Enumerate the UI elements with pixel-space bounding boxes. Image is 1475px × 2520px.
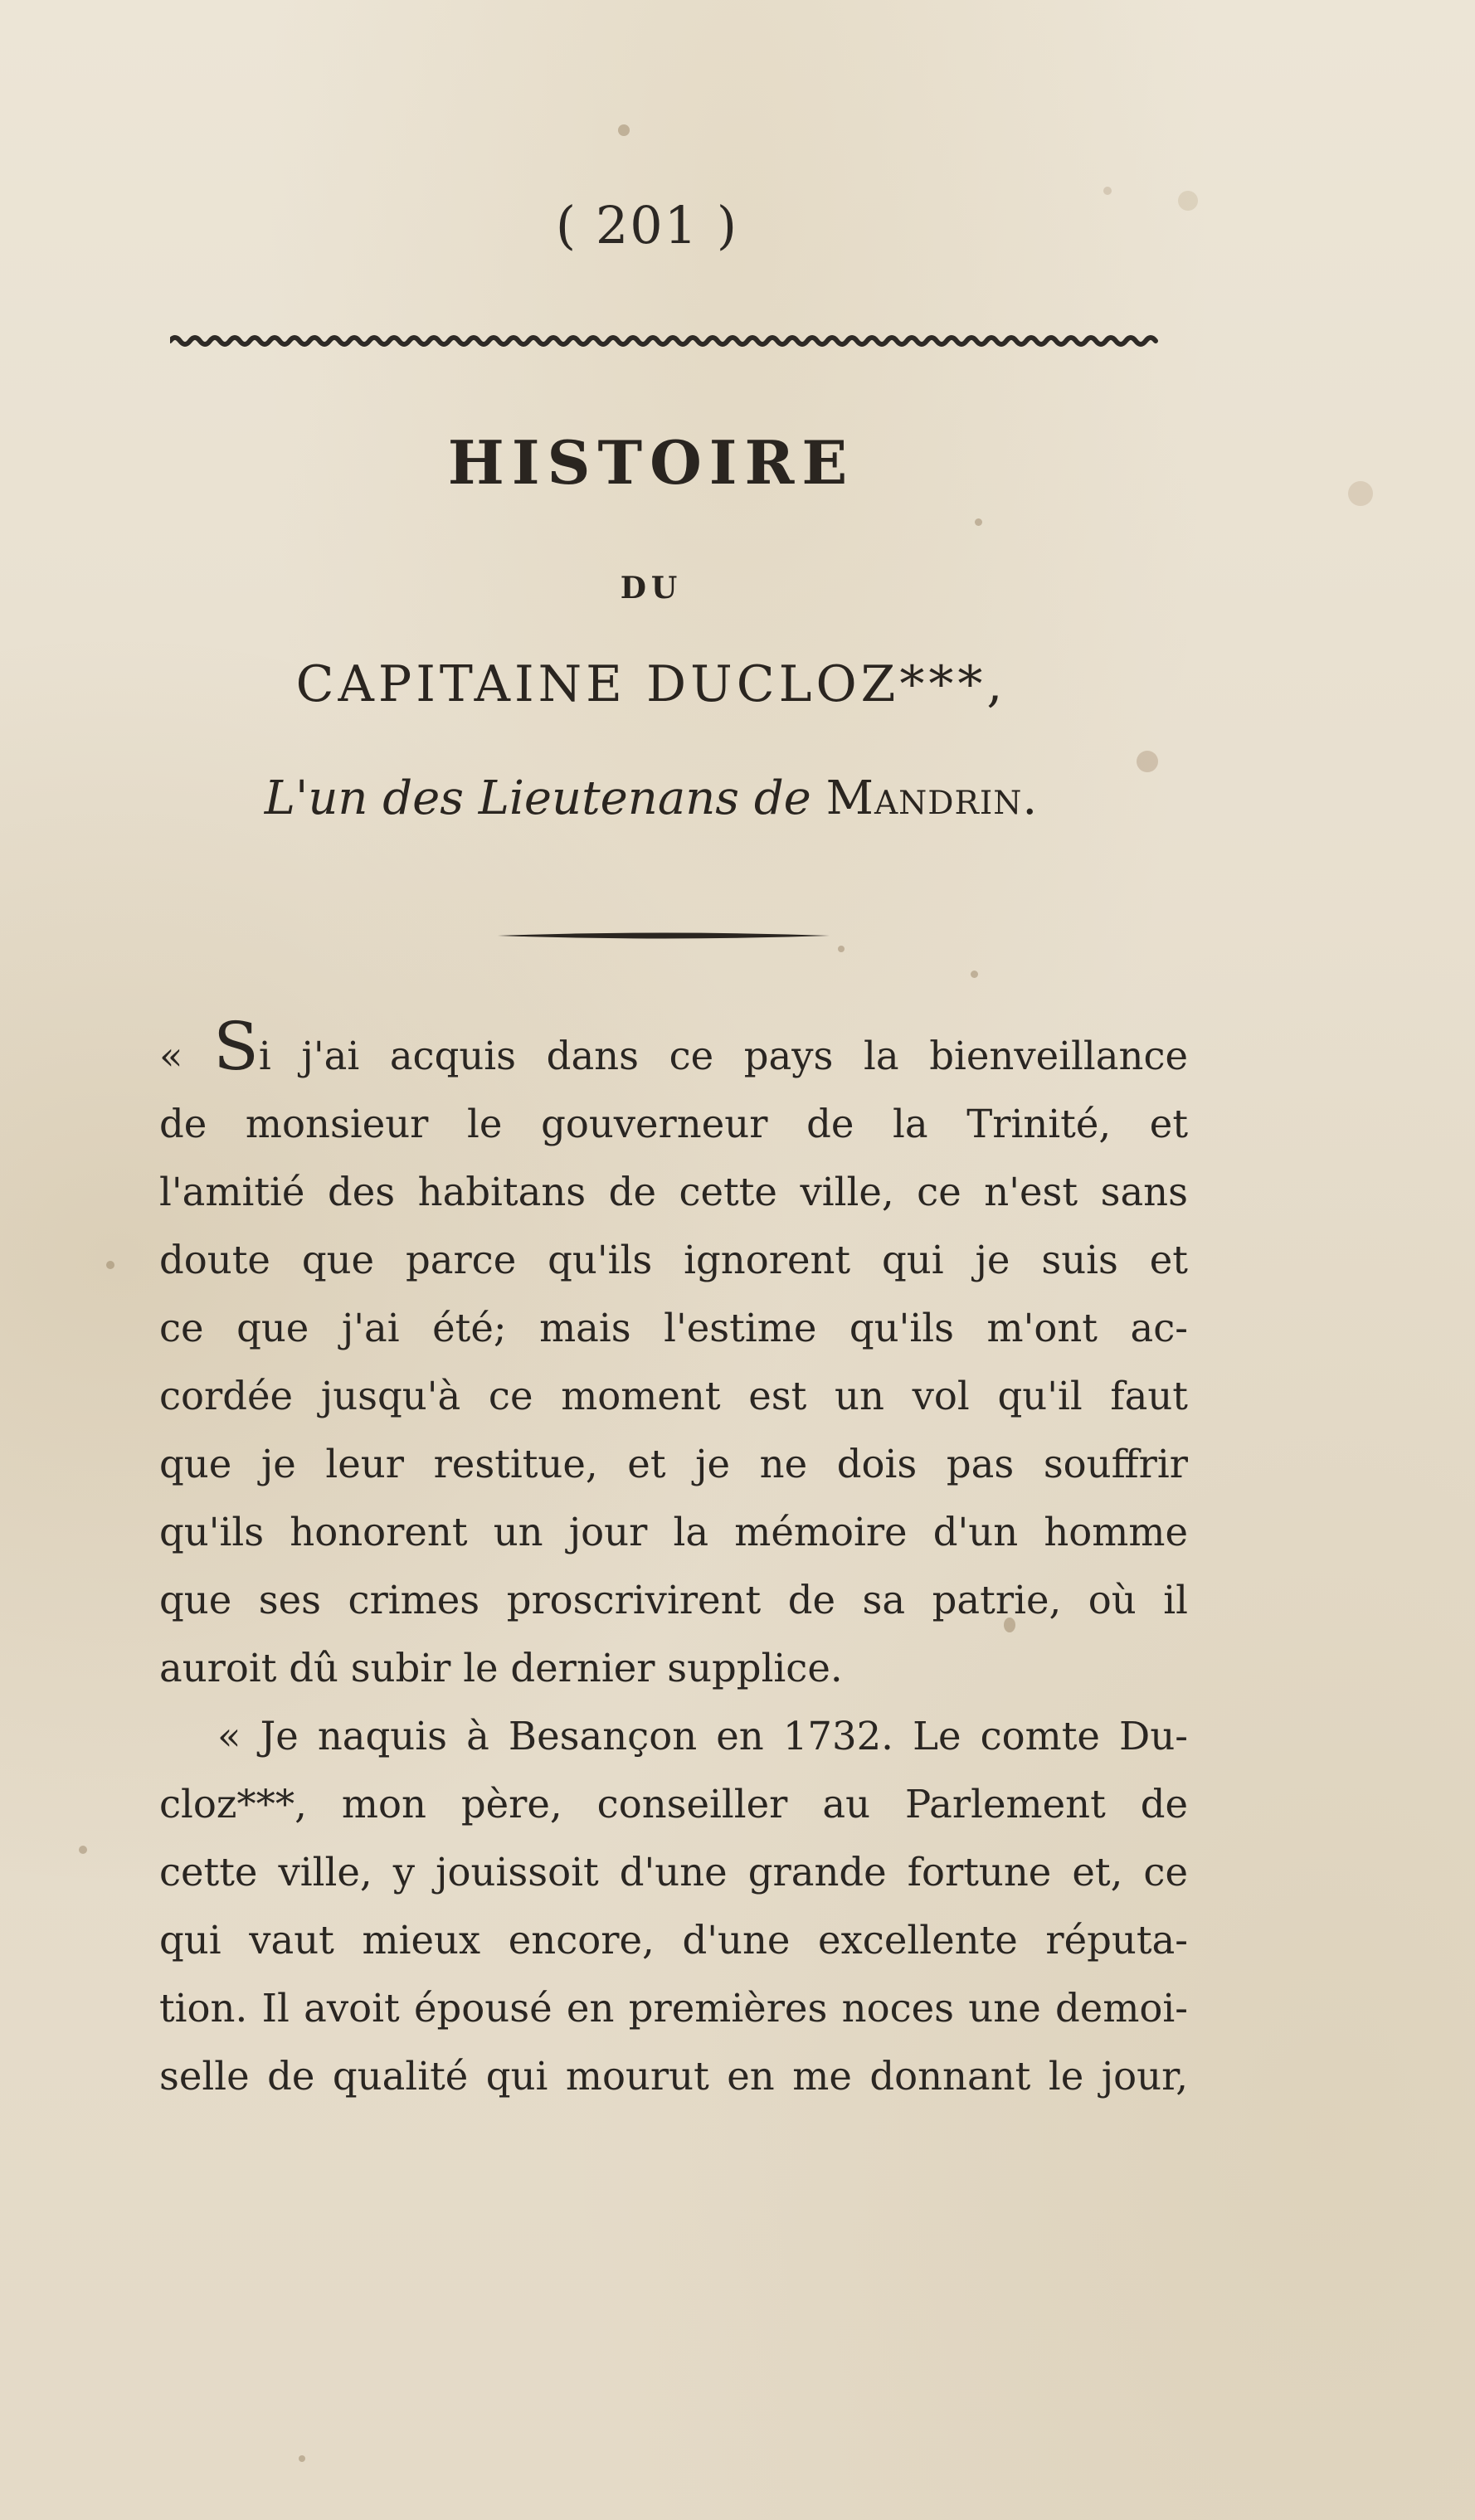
text-line: que ses crimes proscrivirent de sa patrie, où il — [159, 1578, 1188, 1622]
subtitle-name: Mandrin. — [825, 771, 1039, 825]
foxing-spot — [1348, 481, 1373, 506]
foxing-spot — [838, 946, 845, 952]
foxing-spot — [106, 1261, 114, 1269]
body-text — [159, 1008, 1189, 2110]
text-line-content: i j'ai acquis dans ce pays la bienveillance — [258, 1034, 1189, 1078]
foxing-spot — [79, 1846, 87, 1854]
text-line: cordée jusqu'à ce moment est un vol qu'il faut — [159, 1374, 1188, 1418]
subtitle-italic-text: L'un des Lieutenans de — [264, 771, 811, 825]
text-line: ce que j'ai été; mais l'estime qu'ils m'ont ac- — [159, 1306, 1188, 1350]
text-line: cloz***, mon père, conseiller au Parlement de — [159, 1782, 1188, 1827]
ornamental-rule — [170, 332, 1161, 350]
text-line: de monsieur le gouverneur de la Trinité, et — [159, 1102, 1188, 1146]
text-line: qui vaut mieux encore, d'une excellente réputa- — [159, 1918, 1188, 1963]
page-number: ( 201 ) — [555, 195, 739, 255]
text-line: « Je naquis à Besançon en 1732. Le comte Du- — [217, 1714, 1188, 1759]
chapter-subtitle — [0, 771, 1302, 825]
text-line: tion. Il avoit épousé en premières noces une demoi- — [159, 1986, 1188, 2031]
text-line: que je leur restitue, et je ne dois pas souffrir — [159, 1442, 1188, 1486]
text-line: cette ville, y jouissoit d'une grande fortune et, ce — [159, 1850, 1188, 1895]
text-line: qu'ils honorent un jour la mémoire d'un homme — [159, 1510, 1188, 1554]
foxing-spot — [971, 971, 978, 978]
section-divider — [498, 930, 830, 941]
text-line — [159, 1008, 1189, 1090]
foxing-spot — [299, 2455, 305, 2462]
text-line: doute que parce qu'ils ignorent qui je suis et — [159, 1238, 1188, 1282]
foxing-spot — [1103, 187, 1112, 195]
foxing-spot — [1137, 751, 1158, 772]
opening-quote: « — [159, 1034, 183, 1078]
chapter-subject: CAPITAINE DUCLOZ***, — [295, 655, 1007, 713]
text-line: auroit dû subir le dernier supplice. — [159, 1646, 843, 1691]
title-connector: DU — [620, 571, 683, 606]
text-line: selle de qualité qui mourut en me donnant le jour, — [159, 2054, 1188, 2099]
drop-cap: S — [213, 1008, 259, 1085]
foxing-spot — [618, 124, 630, 136]
chapter-title: HISTOIRE — [447, 427, 855, 498]
text-line: l'amitié des habitans de cette ville, ce n'est sans — [159, 1170, 1188, 1214]
foxing-spot — [975, 518, 982, 526]
